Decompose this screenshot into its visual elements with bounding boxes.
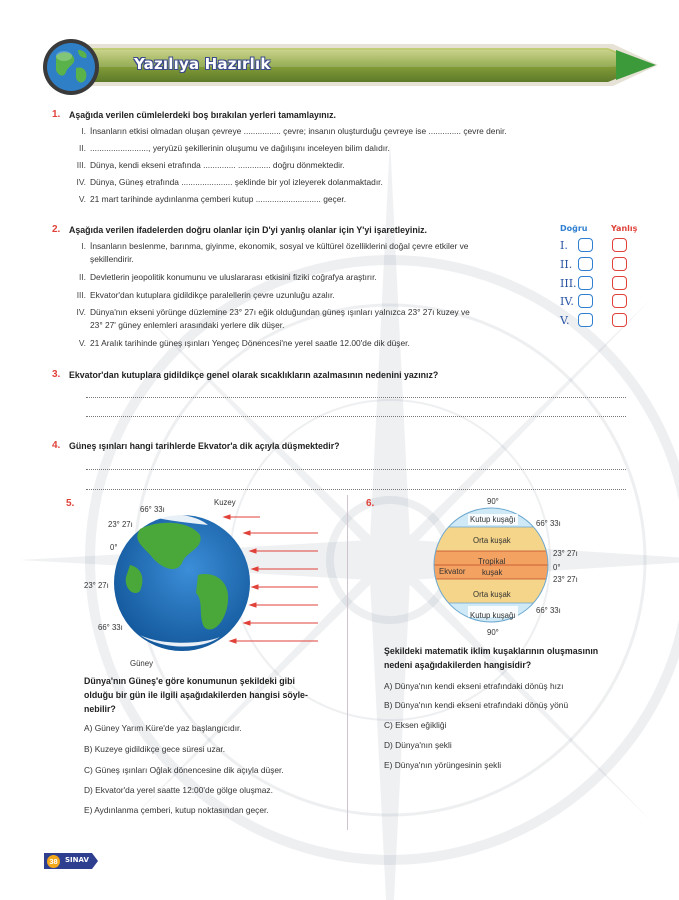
- latitude-label: 66° 33ı: [98, 623, 123, 632]
- answer-option[interactable]: A) Dünya'nın kendi ekseni etrafındaki dönüş hızı: [384, 681, 564, 691]
- question-number: 4.: [52, 440, 61, 451]
- question-prompt: nedeni aşağıdakilerden hangisidir?: [384, 660, 532, 670]
- zone-label: Orta kuşak: [473, 536, 511, 545]
- answer-line[interactable]: [86, 469, 626, 470]
- question-prompt: Aşağıda verilen cümlelerdeki boş bırakılan yerleri tamamlayınız.: [69, 110, 336, 120]
- answer-option[interactable]: C) Eksen eğikliği: [384, 720, 447, 730]
- question-number: 1.: [52, 109, 61, 120]
- answer-row-label: II.: [560, 258, 573, 271]
- answer-row: [558, 294, 638, 312]
- answer-row: [558, 257, 638, 275]
- answer-option[interactable]: A) Güney Yarım Küre'de yaz başlangıcıdır.: [84, 723, 242, 733]
- zone-label: Tropikal: [478, 557, 506, 566]
- true-checkbox[interactable]: [578, 238, 593, 252]
- list-item: I. İnsanların etkisi olmadan oluşan çevreye ................ çevre; insanın oluşturduğu çevreye ise .............. çevre denir.: [81, 126, 507, 136]
- question-number: 6.: [366, 498, 375, 509]
- latitude-label: 66° 33ı: [140, 505, 165, 514]
- list-item: IV. Dünya, Güneş etrafında ...................... şeklinde bir yol izleyerek dolanmaktadır.: [76, 177, 383, 187]
- brand-logo: SINAV: [65, 856, 89, 864]
- false-checkbox[interactable]: [612, 276, 627, 290]
- zone-label: Kutup kuşağı: [470, 611, 516, 620]
- answer-option[interactable]: D) Dünya'nın şekli: [384, 740, 452, 750]
- question-prompt: Şekildeki matematik iklim kuşaklarının oluşmasının: [384, 646, 599, 656]
- question-prompt: Aşağıda verilen ifadelerden doğru olanlar için D'yi yanlış olanlar için Y'yi işaretleyiniz.: [69, 225, 427, 235]
- list-item: I. İnsanların beslenme, barınma, giyinme, ekonomik, sosyal ve kültürel özelliklerini doğal çevre etkiler ve: [81, 241, 469, 251]
- list-item: II. Devletlerin jeopolitik konumunu ve uluslararası etkisini fiziki coğrafya araştırır.: [79, 272, 377, 282]
- zone-label: Kutup kuşağı: [470, 515, 516, 524]
- question-number: 2.: [52, 224, 61, 235]
- answer-option[interactable]: C) Güneş ışınları Oğlak dönencesine dik açıyla düşer.: [84, 765, 284, 775]
- answer-row: [558, 276, 638, 294]
- true-checkbox[interactable]: [578, 276, 593, 290]
- page-title: Yazılıya Hazırlık: [134, 55, 271, 73]
- question-number: 5.: [66, 498, 75, 509]
- zone-label: kuşak: [482, 568, 503, 577]
- answer-option[interactable]: B) Dünya'nın kendi ekseni etrafındaki dönüş yönü: [384, 700, 569, 710]
- latitude-label: 66° 33ı: [536, 519, 561, 528]
- column-divider: [347, 495, 348, 830]
- false-checkbox[interactable]: [612, 313, 627, 327]
- latitude-label: 23° 27ı: [553, 575, 578, 584]
- list-item: V. 21 mart tarihinde aydınlanma çemberi kutup ............................ geçer.: [78, 194, 347, 204]
- false-checkbox[interactable]: [612, 257, 627, 271]
- latitude-label: 0°: [553, 563, 561, 572]
- question-prompt: Ekvator'dan kutuplara gidildikçe genel olarak sıcaklıkların azalmasının nedenini yazınız?: [69, 370, 439, 380]
- list-item: IV. Dünya'nın ekseni yörünge düzlemine 23° 27ı eğik olduğundan güneş ışınları yalnızca 23° 27ı kuzey ve: [76, 307, 470, 317]
- answer-line[interactable]: [86, 397, 626, 398]
- answer-row: [558, 313, 638, 331]
- answer-row-label: V.: [560, 314, 570, 327]
- list-item: II. ........................., yeryüzü şekillerinin oluşumu ve dağılışını inceleyen bilim dalıdır.: [79, 143, 390, 153]
- answer-row-label: IV.: [560, 295, 574, 308]
- question-prompt: Dünya'nın Güneş'e göre konumunun şekildeki gibi: [84, 676, 295, 686]
- list-item-continued: 23° 27' güney enlemleri arasındaki yerlere dik düşer.: [90, 320, 285, 330]
- latitude-label: 23° 27ı: [84, 581, 109, 590]
- list-item: V. 21 Aralık tarihinde güneş ışınları Yengeç Dönencesi'ne yerel saatle 12.00'de dik düşer.: [78, 338, 410, 348]
- false-checkbox[interactable]: [612, 294, 627, 308]
- question-prompt: olduğu bir gün ile ilgili aşağıdakilerden hangisi söyle-: [84, 690, 308, 700]
- question-number: 3.: [52, 369, 61, 380]
- zone-label: Orta kuşak: [473, 590, 511, 599]
- answer-line[interactable]: [86, 489, 626, 490]
- list-item-continued: şekillendirir.: [90, 254, 134, 264]
- latitude-label: 66° 33ı: [536, 606, 561, 615]
- latitude-label: 23° 27ı: [108, 520, 133, 529]
- latitude-label: 0°: [110, 543, 118, 552]
- true-checkbox[interactable]: [578, 257, 593, 271]
- answer-option[interactable]: E) Aydınlanma çemberi, kutup noktasından geçer.: [84, 805, 269, 815]
- latitude-label: 90°: [487, 497, 499, 506]
- question-prompt: Güneş ışınları hangi tarihlerde Ekvator'a dik açıyla düşmektedir?: [69, 441, 340, 451]
- answer-option[interactable]: D) Ekvator'da yerel saatte 12:00'de gölge oluşmaz.: [84, 785, 273, 795]
- true-checkbox[interactable]: [578, 313, 593, 327]
- north-label: Kuzey: [214, 498, 236, 507]
- answer-row-label: I.: [560, 239, 568, 252]
- question-prompt: nebilir?: [84, 704, 116, 714]
- latitude-label: 90°: [487, 628, 499, 637]
- south-label: Güney: [130, 659, 153, 668]
- answer-option[interactable]: E) Dünya'nın yörüngesinin şekli: [384, 760, 502, 770]
- false-checkbox[interactable]: [612, 238, 627, 252]
- globe-icon: [42, 38, 100, 96]
- answer-option[interactable]: B) Kuzeye gidildikçe gece süresi uzar.: [84, 744, 226, 754]
- zone-label: Ekvator: [439, 567, 466, 576]
- list-item: III. Ekvator'dan kutuplara gidildikçe paralellerin çevre uzunluğu azalır.: [76, 290, 335, 300]
- answer-line[interactable]: [86, 416, 626, 417]
- page-number: 38: [47, 855, 60, 868]
- answer-row-label: III.: [560, 277, 577, 290]
- answer-row: [558, 238, 638, 256]
- false-column-label: Yanlış: [611, 224, 638, 233]
- list-item: III. Dünya, kendi ekseni etrafında .............. .............. doğru dönmektedir.: [76, 160, 345, 170]
- true-checkbox[interactable]: [578, 294, 593, 308]
- true-column-label: Doğru: [560, 224, 588, 233]
- earth-sunlight-diagram: [100, 505, 330, 665]
- latitude-label: 23° 27ı: [553, 549, 578, 558]
